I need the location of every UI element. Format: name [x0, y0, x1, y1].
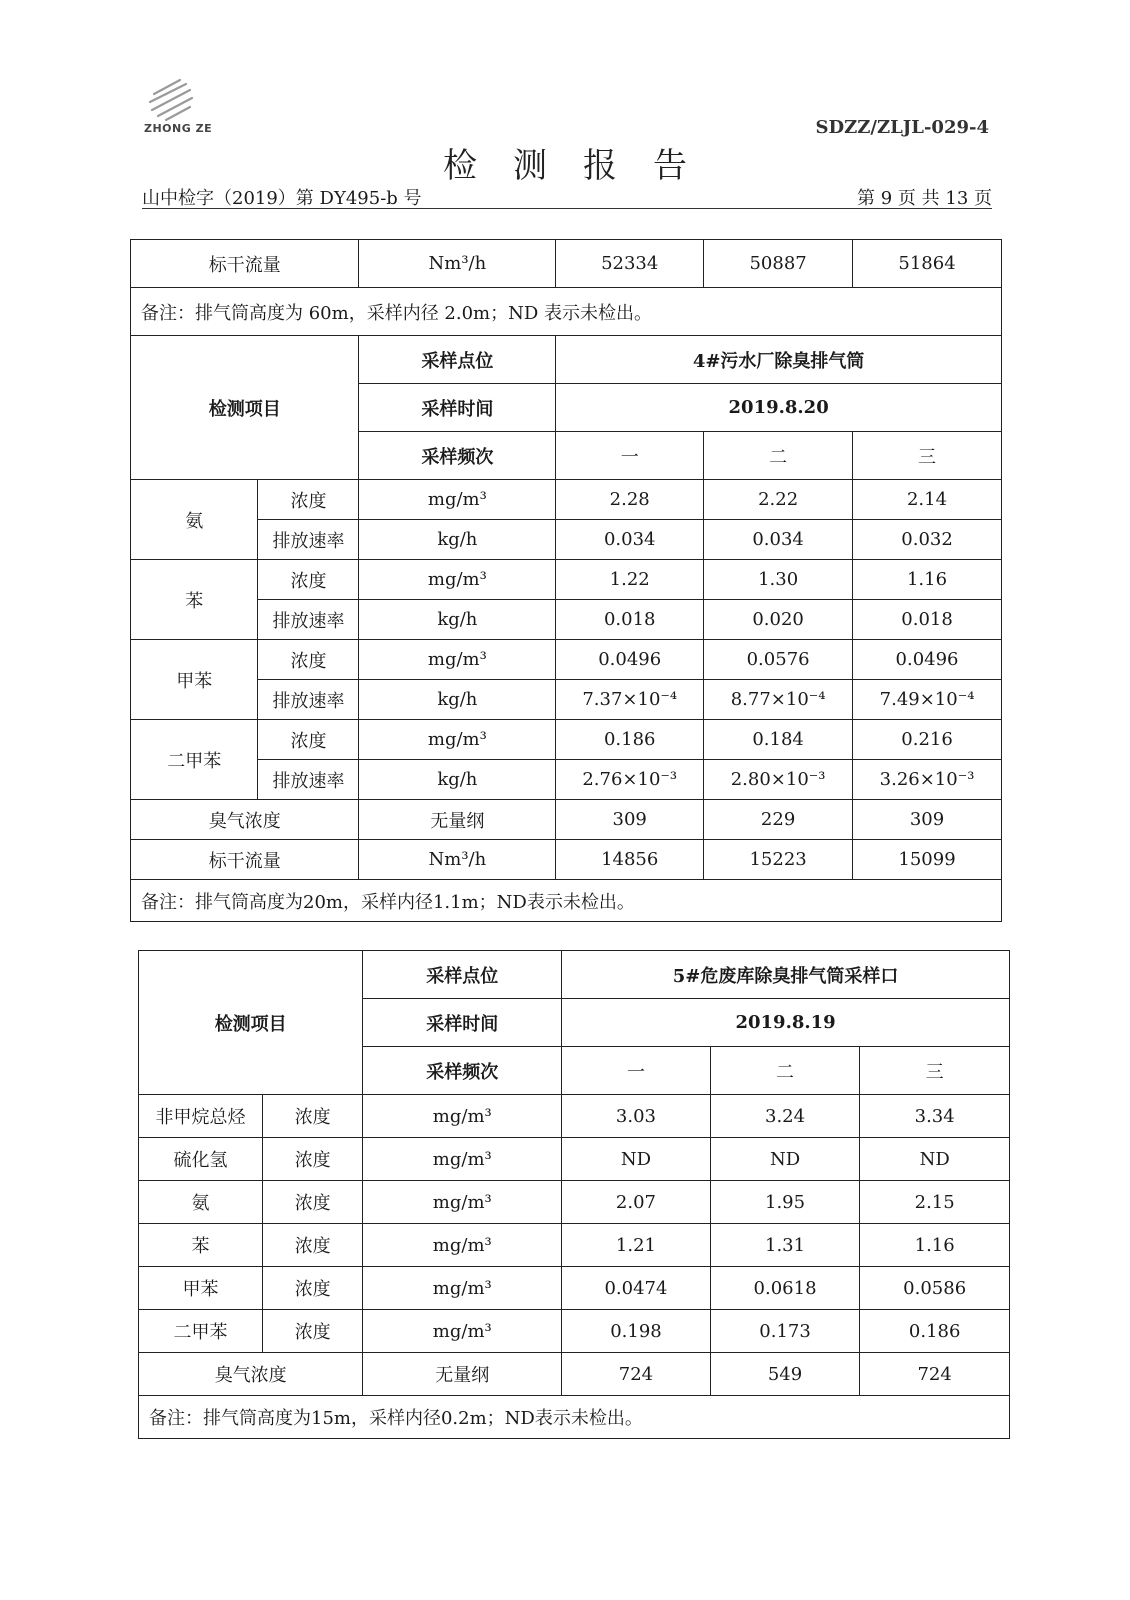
- table-row: [131, 680, 1002, 720]
- report-title: 检测报告: [443, 146, 723, 186]
- value-cell: 50887: [704, 240, 853, 288]
- value-cell: 2.07: [562, 1181, 711, 1224]
- report-number: 山中检字（2019）第 DY495-b 号: [142, 188, 422, 209]
- freq-cell: 三: [853, 432, 1002, 480]
- results-table-1: [130, 239, 1002, 922]
- freq-label-cell: 采样频次: [363, 1047, 562, 1095]
- value-cell: ND: [710, 1138, 860, 1181]
- value-cell: 7.37×10⁻⁴: [556, 680, 704, 720]
- unit-cell: mg/m³: [359, 560, 556, 600]
- table-row: [131, 880, 1002, 922]
- value-cell: 1.16: [860, 1224, 1010, 1267]
- unit-cell: kg/h: [359, 680, 556, 720]
- unit-cell: mg/m³: [363, 1224, 562, 1267]
- item-cell: 标干流量: [131, 240, 359, 288]
- value-cell: 15099: [853, 840, 1002, 880]
- pollutant-cell: 苯: [131, 560, 258, 640]
- point-value-cell: 5#危废库除臭排气筒采样口: [562, 951, 1010, 999]
- value-cell: 52334: [556, 240, 704, 288]
- value-cell: 3.24: [710, 1095, 860, 1138]
- unit-cell: mg/m³: [363, 1095, 562, 1138]
- note-cell: 备注：排气筒高度为 60m，采样内径 2.0m；ND 表示未检出。: [131, 288, 1002, 336]
- item-cell: 臭气浓度: [131, 800, 359, 840]
- value-cell: 0.184: [704, 720, 853, 760]
- table-row: [139, 1138, 1010, 1181]
- freq-label-cell: 采样频次: [359, 432, 556, 480]
- param-cell: 浓度: [258, 640, 359, 680]
- unit-cell: Nm³/h: [359, 840, 556, 880]
- value-cell: 1.22: [556, 560, 704, 600]
- results-table-1-body: [131, 240, 1002, 922]
- time-value-cell: 2019.8.20: [556, 384, 1002, 432]
- freq-cell: 三: [860, 1047, 1010, 1095]
- value-cell: 2.15: [860, 1181, 1010, 1224]
- param-cell: 浓度: [258, 720, 359, 760]
- value-cell: 51864: [853, 240, 1002, 288]
- freq-cell: 二: [710, 1047, 860, 1095]
- item-cell: 臭气浓度: [139, 1353, 363, 1396]
- pollutant-cell: 氨: [139, 1181, 263, 1224]
- note-cell: 备注：排气筒高度为15m，采样内径0.2m；ND表示未检出。: [139, 1396, 1010, 1439]
- table-row: [131, 600, 1002, 640]
- unit-cell: Nm³/h: [359, 240, 556, 288]
- value-cell: 3.34: [860, 1095, 1010, 1138]
- table-row: [131, 560, 1002, 600]
- param-cell: 浓度: [262, 1095, 362, 1138]
- table-row: [139, 1224, 1010, 1267]
- value-cell: 2.80×10⁻³: [704, 760, 853, 800]
- value-cell: 0.0618: [710, 1267, 860, 1310]
- value-cell: 3.26×10⁻³: [853, 760, 1002, 800]
- time-label-cell: 采样时间: [359, 384, 556, 432]
- unit-cell: mg/m³: [359, 480, 556, 520]
- param-cell: 浓度: [262, 1310, 362, 1353]
- param-cell: 浓度: [262, 1138, 362, 1181]
- freq-cell: 一: [556, 432, 704, 480]
- value-cell: 0.018: [853, 600, 1002, 640]
- param-cell: 排放速率: [258, 520, 359, 560]
- value-cell: 0.020: [704, 600, 853, 640]
- pollutant-cell: 二甲苯: [139, 1310, 263, 1353]
- value-cell: 0.216: [853, 720, 1002, 760]
- unit-cell: mg/m³: [359, 720, 556, 760]
- unit-cell: mg/m³: [363, 1267, 562, 1310]
- value-cell: 1.95: [710, 1181, 860, 1224]
- note-cell: 备注：排气筒高度为20m，采样内径1.1m；ND表示未检出。: [131, 880, 1002, 922]
- pollutant-cell: 氨: [131, 480, 258, 560]
- value-cell: 0.034: [556, 520, 704, 560]
- value-cell: 0.186: [860, 1310, 1010, 1353]
- value-cell: 0.0474: [562, 1267, 711, 1310]
- table-row: [131, 760, 1002, 800]
- table-row: [131, 520, 1002, 560]
- value-cell: 1.21: [562, 1224, 711, 1267]
- param-cell: 排放速率: [258, 760, 359, 800]
- table-row: [139, 1181, 1010, 1224]
- item-header-cell: 检测项目: [131, 336, 359, 480]
- unit-cell: mg/m³: [363, 1310, 562, 1353]
- value-cell: 2.28: [556, 480, 704, 520]
- param-cell: 排放速率: [258, 600, 359, 640]
- page-number: 第 9 页 共 13 页: [857, 188, 992, 209]
- point-label-cell: 采样点位: [363, 951, 562, 999]
- value-cell: ND: [562, 1138, 711, 1181]
- freq-cell: 一: [562, 1047, 711, 1095]
- unit-cell: mg/m³: [359, 640, 556, 680]
- item-cell: 标干流量: [131, 840, 359, 880]
- value-cell: 0.173: [710, 1310, 860, 1353]
- value-cell: 1.30: [704, 560, 853, 600]
- value-cell: 0.0496: [853, 640, 1002, 680]
- unit-cell: mg/m³: [363, 1181, 562, 1224]
- unit-cell: mg/m³: [363, 1138, 562, 1181]
- table-row: [131, 800, 1002, 840]
- table-row: [131, 720, 1002, 760]
- value-cell: 3.03: [562, 1095, 711, 1138]
- value-cell: 0.198: [562, 1310, 711, 1353]
- value-cell: 309: [556, 800, 704, 840]
- param-cell: 浓度: [262, 1267, 362, 1310]
- value-cell: 0.0586: [860, 1267, 1010, 1310]
- table-row: [131, 480, 1002, 520]
- pollutant-cell: 甲苯: [131, 640, 258, 720]
- pollutant-cell: 苯: [139, 1224, 263, 1267]
- table-row: [139, 951, 1010, 999]
- point-value-cell: 4#污水厂除臭排气筒: [556, 336, 1002, 384]
- value-cell: ND: [860, 1138, 1010, 1181]
- document-code: SDZZ/ZLJL-029-4: [815, 117, 989, 138]
- value-cell: 2.22: [704, 480, 853, 520]
- value-cell: 1.16: [853, 560, 1002, 600]
- unit-cell: kg/h: [359, 760, 556, 800]
- param-cell: 浓度: [258, 560, 359, 600]
- value-cell: 14856: [556, 840, 704, 880]
- pollutant-cell: 硫化氢: [139, 1138, 263, 1181]
- value-cell: 0.0496: [556, 640, 704, 680]
- time-label-cell: 采样时间: [363, 999, 562, 1047]
- pollutant-cell: 二甲苯: [131, 720, 258, 800]
- value-cell: 8.77×10⁻⁴: [704, 680, 853, 720]
- pollutant-cell: 非甲烷总烃: [139, 1095, 263, 1138]
- param-cell: 排放速率: [258, 680, 359, 720]
- table-row: [139, 1095, 1010, 1138]
- header-divider: [142, 208, 992, 209]
- table-row: [131, 240, 1002, 288]
- table-row: [131, 640, 1002, 680]
- freq-cell: 二: [704, 432, 853, 480]
- table-row: [139, 1267, 1010, 1310]
- logo-text: ZHONG ZE: [144, 122, 213, 135]
- value-cell: 0.032: [853, 520, 1002, 560]
- table-row: [131, 840, 1002, 880]
- time-value-cell: 2019.8.19: [562, 999, 1010, 1047]
- table-row: [131, 288, 1002, 336]
- report-header-line: [142, 184, 992, 210]
- value-cell: 0.186: [556, 720, 704, 760]
- unit-cell: 无量纲: [363, 1353, 562, 1396]
- value-cell: 1.31: [710, 1224, 860, 1267]
- value-cell: 0.034: [704, 520, 853, 560]
- value-cell: 229: [704, 800, 853, 840]
- param-cell: 浓度: [262, 1181, 362, 1224]
- value-cell: 15223: [704, 840, 853, 880]
- table-row: [131, 336, 1002, 384]
- results-table-2-body: [139, 951, 1010, 1439]
- value-cell: 7.49×10⁻⁴: [853, 680, 1002, 720]
- value-cell: 549: [710, 1353, 860, 1396]
- table-row: [139, 1353, 1010, 1396]
- item-header-cell: 检测项目: [139, 951, 363, 1095]
- value-cell: 2.14: [853, 480, 1002, 520]
- value-cell: 0.0576: [704, 640, 853, 680]
- value-cell: 309: [853, 800, 1002, 840]
- unit-cell: 无量纲: [359, 800, 556, 840]
- pollutant-cell: 甲苯: [139, 1267, 263, 1310]
- point-label-cell: 采样点位: [359, 336, 556, 384]
- value-cell: 724: [562, 1353, 711, 1396]
- param-cell: 浓度: [262, 1224, 362, 1267]
- table-row: [139, 1396, 1010, 1439]
- value-cell: 724: [860, 1353, 1010, 1396]
- results-table-2: [138, 950, 1010, 1439]
- table-row: [139, 1310, 1010, 1353]
- value-cell: 0.018: [556, 600, 704, 640]
- value-cell: 2.76×10⁻³: [556, 760, 704, 800]
- param-cell: 浓度: [258, 480, 359, 520]
- unit-cell: kg/h: [359, 600, 556, 640]
- unit-cell: kg/h: [359, 520, 556, 560]
